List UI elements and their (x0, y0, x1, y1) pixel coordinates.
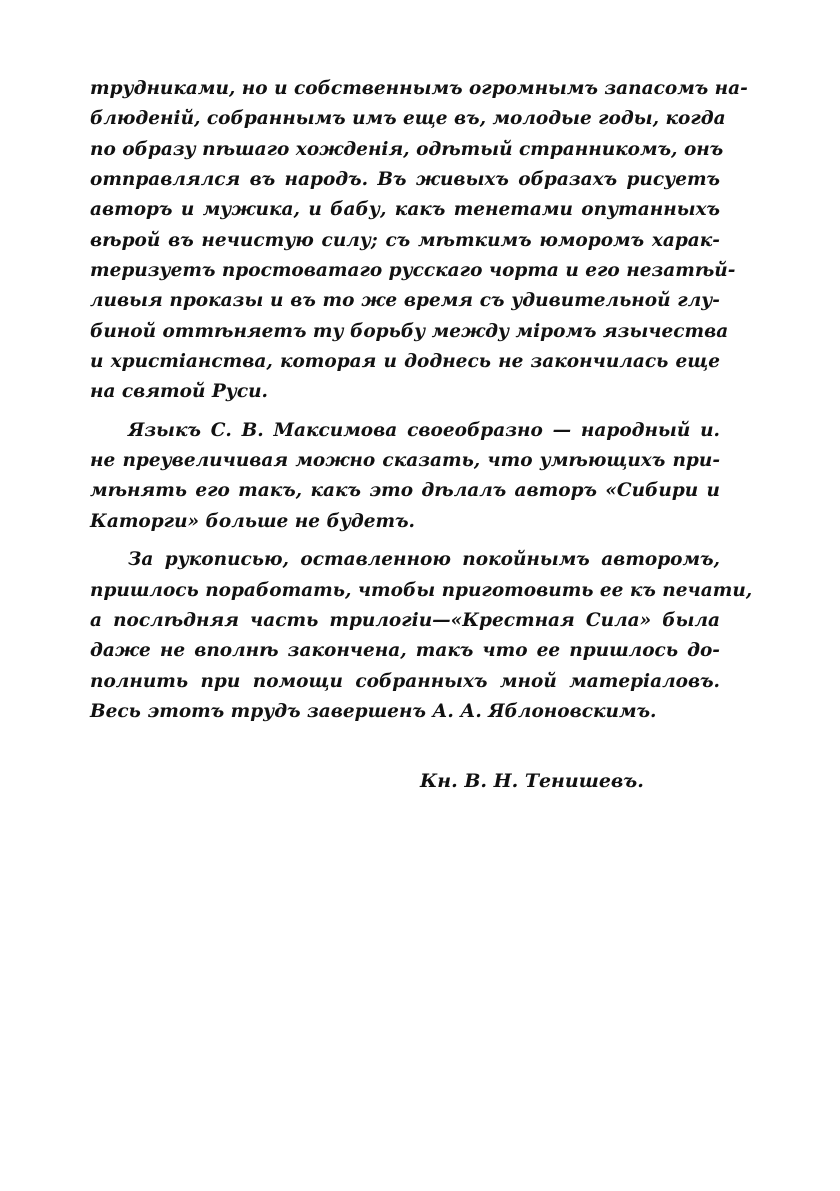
text-line: ливыя проказы и въ то же время съ удивительной глу- (90, 290, 720, 312)
text-line: вѣрой въ нечистую силу; съ мѣткимъ юморомъ харак- (90, 229, 720, 251)
text-line: а послѣдняя часть трилогіи—«Крестная Сила» была (90, 609, 720, 631)
text-line: мѣнять его такъ, какъ это дѣлалъ авторъ «Сибири и (90, 480, 720, 502)
text-line: биной оттѣняетъ ту борьбу между міромъ язычества (90, 320, 729, 342)
text-line: по образу пѣшаго хожденія, одѣтый странникомъ, онъ (90, 138, 724, 160)
text-line: даже не вполнѣ закончена, такъ что ее пришлось до- (90, 640, 720, 662)
signature: Кн. В. Н. Тенишевъ. (420, 770, 644, 792)
text-line: За рукописью, оставленною покойнымъ авторомъ, (128, 549, 720, 571)
paragraph-2 (90, 416, 720, 537)
paragraph-1 (90, 74, 748, 408)
text-line: полнить при помощи собранныхъ мной матеріаловъ. (90, 670, 720, 692)
text-line: пришлось поработать, чтобы приготовить ее къ печати, (90, 579, 753, 601)
text-line: и христіанства, которая и доднесь не закончилась еще (90, 351, 720, 373)
text-line: Языкъ С. В. Максимова своеобразно — народный и. (128, 419, 720, 441)
text-line: трудниками, но и собственнымъ огромнымъ запасомъ на- (90, 78, 748, 99)
text-line: Весь этотъ трудъ завершенъ А. А. Яблоновскимъ. (90, 700, 657, 722)
text-line: блюденій, собраннымъ имъ еще въ, молодые годы, когда (90, 108, 726, 130)
text-line: авторъ и мужика, и бабу, какъ тенетами опутанныхъ (90, 199, 720, 221)
text-line: отправлялся въ народъ. Въ живыхъ образахъ рисуетъ (90, 169, 720, 191)
text-line: на святой Руси. (90, 381, 268, 403)
paragraph-3 (90, 545, 753, 727)
text-line: теризуетъ простоватаго русскаго чорта и его незатѣй- (90, 260, 736, 282)
body-text (90, 74, 753, 727)
text-line: Каторги» больше не будетъ. (90, 510, 415, 532)
text-line: не преувеличивая можно сказать, что умѣющихъ при- (90, 450, 720, 472)
